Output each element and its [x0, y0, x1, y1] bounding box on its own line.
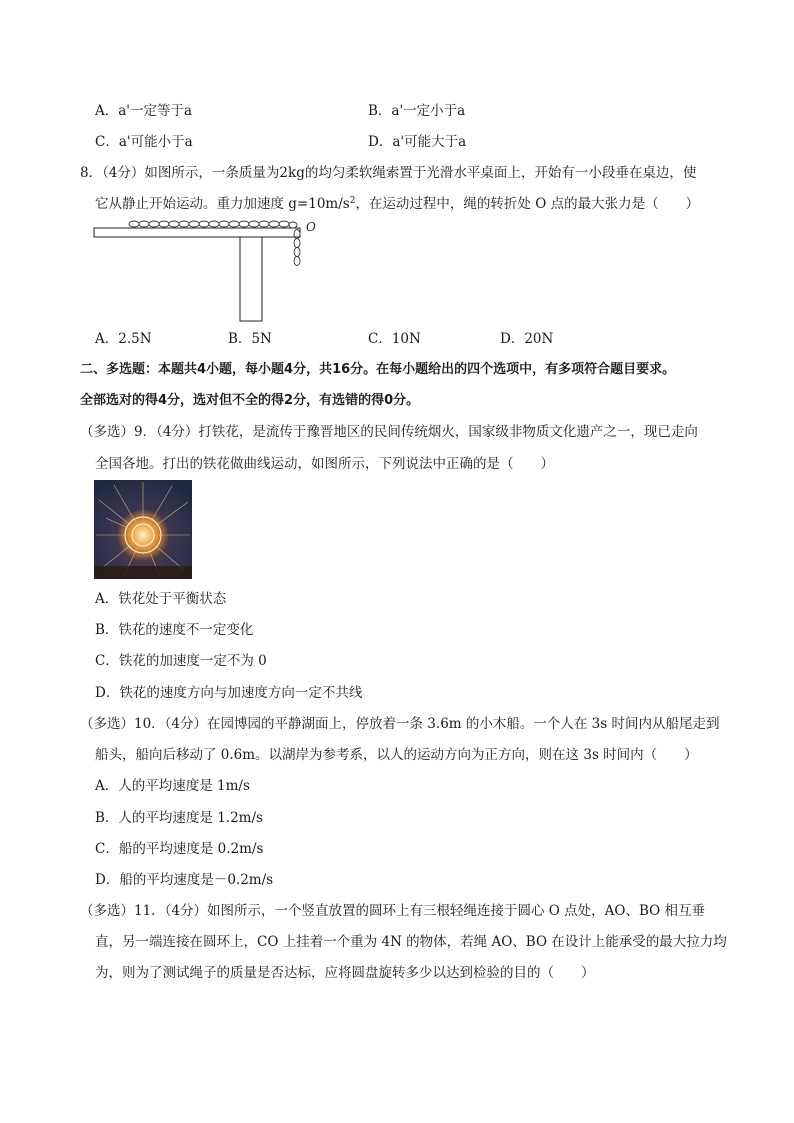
section2-heading-line1: 二、多选题：本题共4小题，每小题4分，共16分。在每小题给出的四个选项中，有多项符合题目要求。 [80, 362, 676, 377]
q9-stem-line2: 全国各地。打出的铁花做曲线运动，如图所示，下列说法中正确的是（ ） [95, 456, 554, 472]
q9-option-a: A．铁花处于平衡状态 [95, 591, 227, 607]
q8-stem-line2: 它从静止开始运动。重力加速度 $g=10m/s^2$，在运动过程中，绳的转折处 O 点的最大张力是（ ） [95, 196, 700, 212]
q11-stem-line3: 为，则为了测试绳子的质量是否达标，应将圆盘旋转多少以达到检验的目的（ ） [95, 965, 595, 981]
q7-option-d: D．a'可能大于a [368, 134, 467, 150]
q8-stem-line1: 8．（4分）如图所示，一条质量为2kg的均匀柔软绳索置于光滑水平桌面上，开始有一小段垂在桌边，使 [80, 165, 697, 181]
q10-option-a: A．人的平均速度是 1m/s [95, 778, 250, 794]
q10-option-d: D．船的平均速度是－0.2m/s [95, 872, 274, 888]
q9-option-d: D．铁花的速度方向与加速度方向一定不共线 [95, 685, 363, 701]
q7-option-c: C．a'可能小于a [95, 134, 193, 150]
q7-option-b: B．a'一定小于a [368, 103, 466, 119]
q7-option-a: A．a'一定等于a [95, 103, 193, 119]
q10-option-c: C．船的平均速度是 0.2m/s [95, 841, 264, 857]
section2-heading-line2: 全部选对的得4分，选对但不全的得2分，有选错的得0分。 [80, 393, 420, 408]
q8-option-d: D．20N [500, 331, 554, 347]
q8-option-b: B．5N [228, 331, 272, 347]
point-o-label: O [306, 220, 316, 234]
q9-option-b: B．铁花的速度不一定变化 [95, 622, 254, 638]
q11-stem-line2: 直，另一端连接在圆环上，CO 上挂着一个重为 4N 的物体，若绳 AO、BO 在设计上能承受的最大拉力均 [95, 934, 727, 950]
q8-option-a: A．2.5N [95, 331, 152, 347]
q10-stem-line2: 船头，船向后移动了 0.6m。以湖岸为参考系，以人的运动方向为正方向，则在这 3s 时间内（ ） [95, 747, 698, 763]
q10-option-b: B．人的平均速度是 1.2m/s [95, 810, 263, 826]
q8-option-c: C．10N [368, 331, 421, 347]
q9-option-c: C．铁花的加速度一定不为 0 [95, 653, 267, 669]
q11-stem-line1: （多选）11．（4分）如图所示，一个竖直放置的圆环上有三根轻绳连接于圆心 O 点处，AO、BO 相互垂 [80, 903, 706, 919]
q10-stem-line1: （多选）10．（4分）在园博园的平静湖面上，停放着一条 3.6m 的小木船。一个人在 3s 时间内从船尾走到 [80, 716, 720, 732]
iron-flower-photo [94, 480, 192, 579]
rope-table-figure [90, 214, 330, 326]
q9-stem-line1: （多选）9．（4分）打铁花，是流传于豫晋地区的民间传统烟火，国家级非物质文化遗产之一，现已走向 [80, 424, 698, 440]
